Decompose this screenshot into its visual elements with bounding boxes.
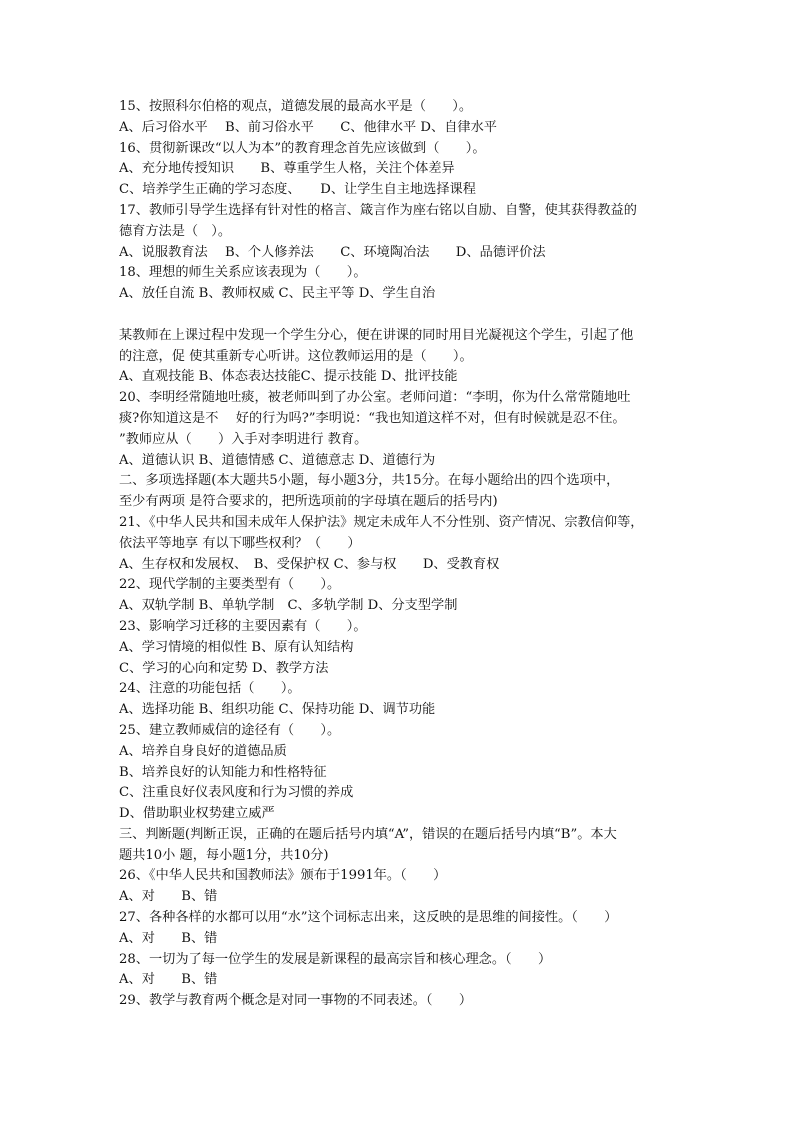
question-25-option-b: B、培养良好的认知能力和性格特征 xyxy=(119,764,327,780)
question-26-options: A、对 B、错 xyxy=(119,889,218,905)
question-25-option-d: D、借助职业权势建立威严 xyxy=(119,806,275,822)
question-18-options: A、放任自流 B、教师权威 C、民主平等 D、学生自治 xyxy=(119,286,436,302)
question-20-continued: 痰?你知道这是不 好的行为吗?”李明说：“我也知道这样不对，但有时候就是忍不住。 xyxy=(119,410,626,426)
question-17-options: A、说服教育法 B、个人修养法 C、环境陶冶法 D、品德评价法 xyxy=(119,244,546,260)
question-19-continued: 的注意，促 使其重新专心听讲。这位教师运用的是（ ）。 xyxy=(119,348,473,364)
question-19-options: A、直观技能 B、体态表达技能C、提示技能 D、批评技能 xyxy=(119,369,458,385)
question-25: 25、建立教师威信的途径有（ ）。 xyxy=(119,722,341,738)
question-27: 27、各种各样的水都可以用“水”这个词标志出来，这反映的是思维的间接性。（ ） xyxy=(119,910,618,926)
question-29: 29、教学与教育两个概念是对同一事物的不同表述。（ ） xyxy=(119,993,473,1009)
question-16-options-cd: C、培养学生正确的学习态度、 D、让学生自主地选择课程 xyxy=(119,182,476,198)
question-23-options-ab: A、学习情境的相似性 B、原有认知结构 xyxy=(119,639,354,655)
question-17-continued: 德育方法是（ ）。 xyxy=(119,223,232,239)
question-28-options: A、对 B、错 xyxy=(119,972,218,988)
question-23-options-cd: C、学习的心向和定势 D、教学方法 xyxy=(119,660,329,676)
question-20-continued-2: ”教师应从（ ）入手对李明进行 教育。 xyxy=(119,431,368,447)
question-21-options: A、生存权和发展权、 B、受保护权 C、参与权 D、受教育权 xyxy=(119,556,500,572)
question-24-options: A、选择功能 B、组织功能 C、保持功能 D、调节功能 xyxy=(119,702,436,718)
question-20-options: A、道德认识 B、道德情感 C、道德意志 D、道德行为 xyxy=(119,452,436,468)
question-26: 26、《中华人民共和国教师法》颁布于1991年。（ ） xyxy=(119,868,447,884)
section-3-heading-continued: 题共10小 题，每小题1分，共10分) xyxy=(119,847,329,863)
section-2-heading-continued: 至少有两项 是符合要求的，把所选项前的字母填在题后的括号内) xyxy=(119,494,498,510)
question-16: 16、贯彻新课改“以人为本”的教育理念首先应该做到（ ）。 xyxy=(119,140,486,156)
question-23: 23、影响学习迁移的主要因素有（ ）。 xyxy=(119,618,367,634)
section-2-heading: 二、多项选择题(本大题共5小题，每小题3分，共15分。在每小题给出的四个选项中， xyxy=(119,473,620,489)
question-15-options: A、后习俗水平 B、前习俗水平 C、他律水平 D、自律水平 xyxy=(119,119,497,135)
question-27-options: A、对 B、错 xyxy=(119,930,218,946)
question-18: 18、理想的师生关系应该表现为（ ）。 xyxy=(119,265,367,281)
question-17: 17、教师引导学生选择有针对性的格言、箴言作为座右铭以自励、自警，使其获得教益的 xyxy=(119,202,637,218)
exam-text-body xyxy=(119,97,679,1012)
question-16-options-ab: A、充分地传授知识 B、尊重学生人格，关注个体差异 xyxy=(119,161,455,177)
blank-line xyxy=(119,305,679,326)
question-25-option-a: A、培养自身良好的道德品质 xyxy=(119,743,287,759)
question-24: 24、注意的功能包括（ ）。 xyxy=(119,681,301,697)
section-3-heading: 三、判断题(判断正误，正确的在题后括号内填“A”，错误的在题后括号内填“B”。本大 xyxy=(119,826,617,842)
question-28: 28、一切为了每一位学生的发展是新课程的最高宗旨和核心理念。（ ） xyxy=(119,951,552,967)
question-21: 21、《中华人民共和国未成年人保护法》规定未成年人不分性别、资产情况、宗教信仰等， xyxy=(119,514,644,530)
question-20: 20、李明经常随地吐痰，被老师叫到了办公室。老师问道：“李明，你为什么常常随地吐 xyxy=(119,390,631,406)
question-22: 22、现代学制的主要类型有（ ）。 xyxy=(119,577,341,593)
question-21-continued: 依法平等地享 有以下哪些权利？（ ） xyxy=(119,535,361,551)
question-25-option-c: C、注重良好仪表风度和行为习惯的养成 xyxy=(119,785,354,801)
question-15: 15、按照科尔伯格的观点，道德发展的最高水平是（ ）。 xyxy=(119,99,473,114)
question-22-options: A、双轨学制 B、单轨学制 C、多轨学制 D、分支型学制 xyxy=(119,598,458,614)
question-19: 某教师在上课过程中发现一个学生分心，便在讲课的同时用目光凝视这个学生，引起了他 xyxy=(119,327,634,343)
